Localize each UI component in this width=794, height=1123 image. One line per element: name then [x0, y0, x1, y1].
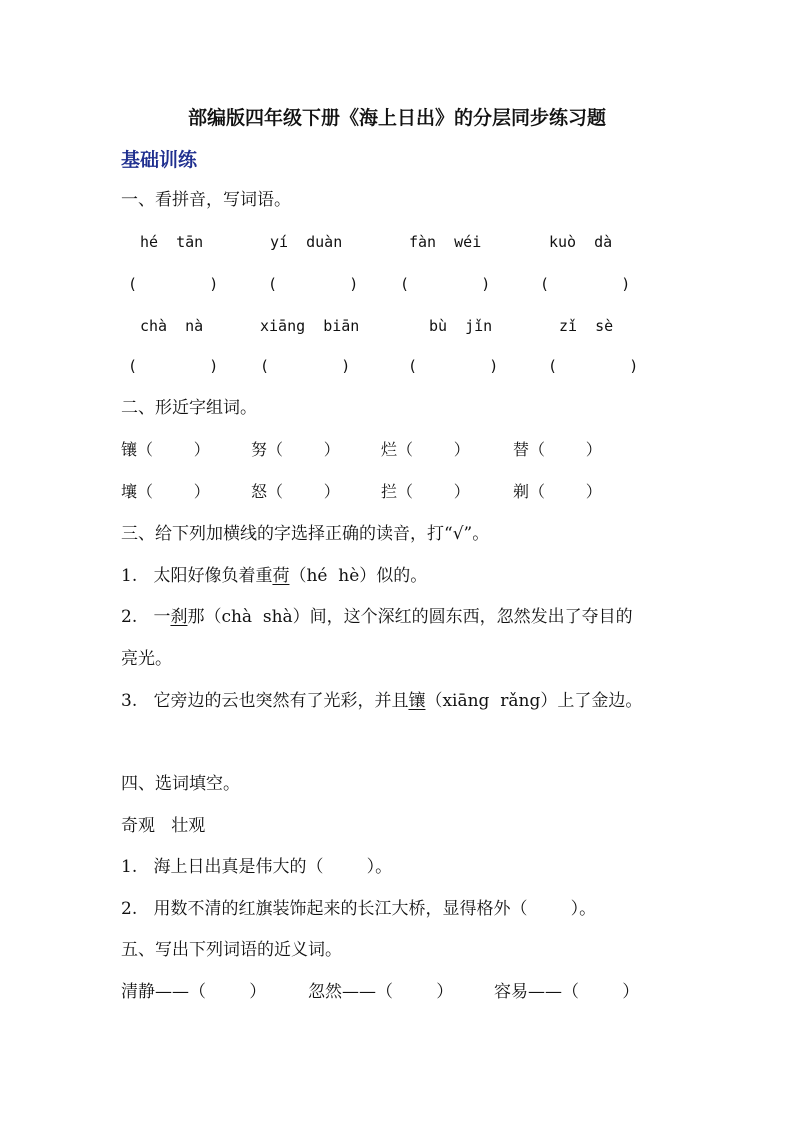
char-item[interactable]: 拦（ ）: [381, 482, 470, 501]
item-number: 1.: [121, 857, 138, 877]
q4-item-2[interactable]: [121, 898, 596, 920]
sentence-text: 一: [153, 607, 171, 627]
q3-item-2-cont: 亮光。: [121, 649, 172, 669]
item-number: 1.: [121, 566, 138, 586]
word-options: 奇观 壮观: [121, 816, 206, 836]
underlined-char: 荷: [272, 566, 290, 586]
pinyin-5: chà nà: [140, 317, 204, 335]
q5-heading: 五、写出下列词语的近义词。: [121, 940, 342, 960]
sentence-text: （xiāng rǎng）上了金边。: [425, 691, 643, 711]
pinyin-6: xiāng biān: [260, 317, 360, 335]
q3-heading: 三、给下列加横线的字选择正确的读音，打“√”。: [121, 524, 490, 544]
answer-blank[interactable]: ( ): [540, 275, 631, 293]
pinyin-7: bù jǐn: [429, 317, 493, 335]
sentence-text: 那（chà shà）间，这个深红的圆东西，忽然发出了夺目的: [187, 607, 633, 627]
answer-blank[interactable]: ( ): [548, 357, 639, 375]
synonym-pair[interactable]: 容易——（ ）: [494, 982, 640, 1002]
synonym-pair[interactable]: 忽然——（ ）: [308, 982, 454, 1002]
synonym-pair[interactable]: 清静——（ ）: [121, 982, 267, 1002]
sentence-text: 用数不清的红旗装饰起来的长江大桥，显得格外（ ）。: [153, 899, 597, 919]
answer-blank[interactable]: ( ): [268, 275, 359, 293]
pinyin-1: hé tān: [140, 233, 204, 251]
sentence-text: （hé hè）似的。: [289, 566, 428, 586]
underlined-char: 镶: [408, 691, 426, 711]
q1-heading: 一、看拼音，写词语。: [121, 190, 291, 210]
char-item[interactable]: 烂（ ）: [381, 440, 470, 459]
underlined-char: 刹: [170, 607, 188, 627]
q3-item-2: [121, 606, 633, 628]
pinyin-2: yí duàn: [270, 233, 343, 251]
char-item[interactable]: 努（ ）: [251, 440, 340, 459]
item-number: 3.: [121, 691, 138, 711]
page-title: 部编版四年级下册《海上日出》的分层同步练习题: [187, 107, 606, 129]
char-item[interactable]: 替（ ）: [513, 440, 602, 459]
char-item[interactable]: 镶（ ）: [121, 440, 210, 459]
item-number: 2.: [121, 607, 138, 627]
answer-blank[interactable]: ( ): [128, 357, 219, 375]
answer-blank[interactable]: ( ): [128, 275, 219, 293]
q4-heading: 四、选词填空。: [121, 774, 240, 794]
char-item[interactable]: 剃（ ）: [513, 482, 602, 501]
answer-blank[interactable]: ( ): [260, 357, 351, 375]
pinyin-4: kuò dà: [549, 233, 613, 251]
char-item[interactable]: 怒（ ）: [251, 482, 340, 501]
section-label: 基础训练: [121, 149, 198, 171]
answer-blank[interactable]: ( ): [408, 357, 499, 375]
char-item[interactable]: 壤（ ）: [121, 482, 210, 501]
sentence-text: 它旁边的云也突然有了光彩，并且: [153, 691, 409, 711]
sentence-text: 太阳好像负着重: [153, 566, 273, 586]
q4-item-1[interactable]: [121, 856, 392, 878]
answer-blank[interactable]: ( ): [400, 275, 491, 293]
item-number: 2.: [121, 899, 138, 919]
q3-item-3: [121, 690, 642, 712]
sentence-text: 海上日出真是伟大的（ ）。: [153, 857, 393, 877]
pinyin-8: zǐ sè: [559, 317, 614, 335]
q2-heading: 二、形近字组词。: [121, 398, 257, 418]
pinyin-3: fàn wéi: [409, 233, 482, 251]
q3-item-1: [121, 565, 427, 587]
